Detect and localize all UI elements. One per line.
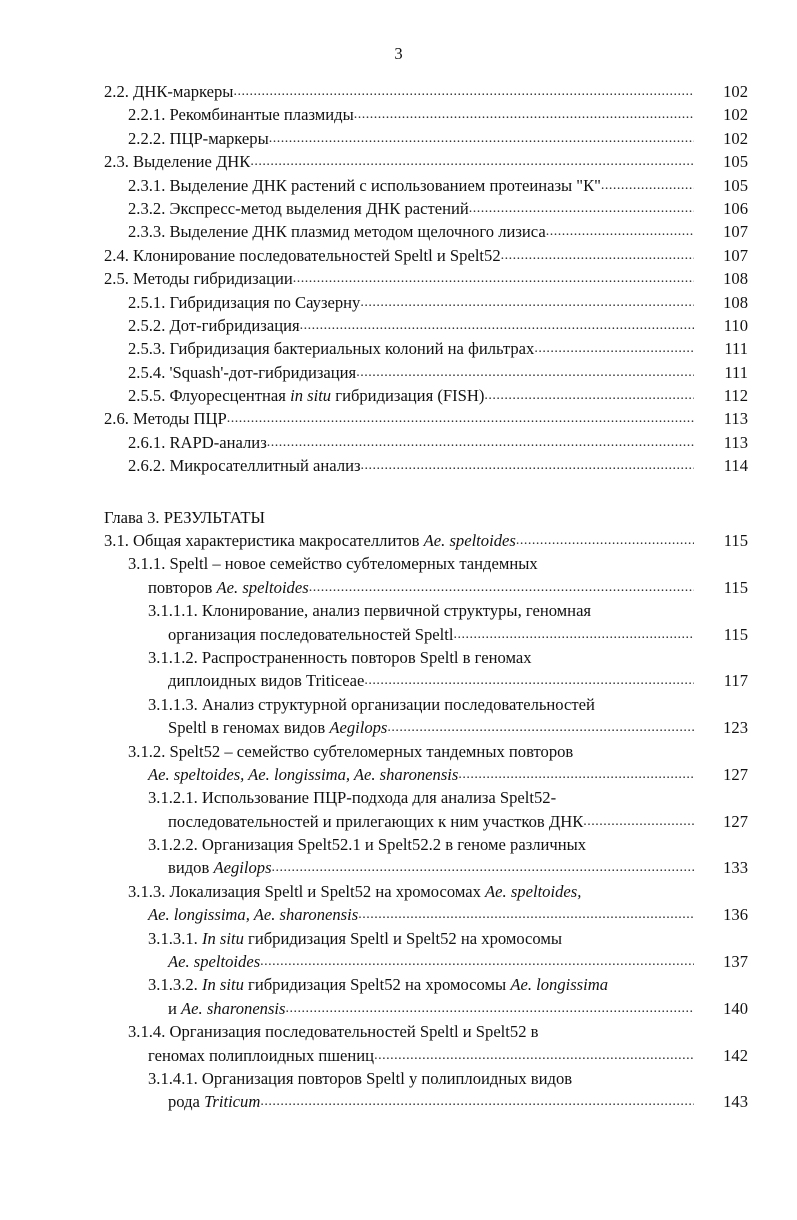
title-fragment: 3.1.4. Организация последовательностей Speltl и Spelt52 в	[128, 1022, 539, 1042]
toc-entry-title	[128, 740, 573, 763]
page-ref: 137	[723, 952, 748, 972]
toc-entry-title	[148, 646, 532, 669]
toc-entry	[104, 646, 748, 669]
dot-leader	[260, 1090, 694, 1113]
toc-entry-title	[148, 763, 458, 786]
toc-entry-title	[128, 431, 267, 454]
title-fragment: геномах полиплоидных пшениц	[148, 1045, 375, 1065]
title-fragment: In situ	[201, 975, 244, 995]
page-ref: 136	[723, 905, 748, 925]
toc-entry	[104, 693, 748, 716]
toc-entry-title	[128, 314, 300, 337]
toc-entry-title	[148, 927, 562, 950]
page-ref: 112	[723, 386, 748, 406]
dot-leader	[293, 267, 694, 290]
dot-leader	[360, 291, 694, 314]
toc-entry-title	[128, 291, 360, 314]
page-ref: 111	[724, 339, 748, 359]
toc-entry-title	[148, 599, 591, 622]
dot-leader	[453, 623, 694, 646]
title-fragment: Ae. speltoides, Ae. longissima, Ae. sharonensis	[148, 764, 459, 784]
toc-entry-title	[104, 267, 293, 290]
title-fragment: in situ	[290, 386, 332, 406]
toc-entry-title	[128, 337, 534, 360]
dot-leader	[354, 103, 694, 126]
toc-entry	[104, 1090, 748, 1113]
title-fragment: 3.1.1.2. Распространенность повторов Speltl в геномах	[148, 647, 532, 667]
page-ref: 102	[723, 128, 748, 148]
title-fragment: 2.6. Методы ПЦР	[104, 409, 227, 429]
dot-leader	[364, 669, 694, 692]
title-fragment: организация последовательностей Speltl	[168, 624, 454, 644]
toc-entry-title	[104, 529, 516, 552]
title-fragment: 2.6.2. Микросателлитный анализ	[128, 456, 361, 476]
toc-entry	[104, 267, 748, 290]
title-fragment: Ae. longissima, Ae. sharonensis	[148, 905, 359, 925]
page-ref: 111	[724, 362, 748, 382]
toc-entry	[104, 576, 748, 599]
toc-entry	[104, 1044, 748, 1067]
page-ref: 102	[723, 105, 748, 125]
title-fragment: 2.5.4. 'Squash'-дот-гибридизация	[128, 362, 357, 382]
toc-entry	[104, 407, 748, 430]
toc-entry	[104, 361, 748, 384]
toc-entry-title	[168, 623, 453, 646]
title-fragment: 2.5.2. Дот-гибридизация	[128, 315, 300, 335]
title-fragment: Ae. longissima	[510, 975, 609, 995]
toc-entry	[104, 786, 748, 809]
toc-entry	[104, 903, 748, 926]
title-fragment: 3.1.1.1. Клонирование, анализ первичной структуры, геномная	[148, 601, 592, 621]
title-fragment: In situ	[201, 928, 244, 948]
dot-leader	[469, 197, 694, 220]
toc-entry-title	[168, 1090, 260, 1113]
page-number: 3	[394, 44, 403, 63]
toc-entry-title	[148, 786, 556, 809]
table-of-contents	[104, 80, 748, 1114]
page-ref: 114	[723, 456, 748, 476]
toc-entry-title	[148, 903, 358, 926]
toc-entry	[104, 1020, 748, 1043]
page-ref: 133	[723, 858, 748, 878]
toc-entry-title	[128, 552, 538, 575]
toc-entry-title	[148, 693, 595, 716]
title-fragment: 3.1.4.1. Организация повторов Speltl у полиплоидных видов	[148, 1069, 573, 1088]
page-ref: 127	[723, 764, 748, 784]
title-fragment: видов	[168, 858, 214, 878]
toc-entry	[104, 599, 748, 622]
toc-entry	[104, 80, 748, 103]
toc-entry-title	[128, 127, 269, 150]
page-ref: 105	[723, 175, 748, 195]
dot-leader	[534, 337, 694, 360]
title-fragment: гибридизация (FISH)	[331, 386, 485, 406]
dot-leader	[286, 997, 694, 1020]
page-ref: 113	[723, 409, 748, 429]
dot-leader	[233, 80, 694, 103]
title-fragment: и	[168, 998, 182, 1018]
page-ref: 108	[723, 292, 748, 312]
title-fragment: 2.5. Методы гибридизации	[104, 269, 293, 289]
title-fragment: гибридизация Spelt52 на хромосомы	[243, 975, 511, 995]
toc-entry	[104, 997, 748, 1020]
toc-entry	[104, 337, 748, 360]
page-ref: 108	[723, 269, 748, 289]
toc-entry	[104, 927, 748, 950]
chapter-heading	[104, 506, 748, 529]
toc-entry-title	[148, 576, 309, 599]
toc-entry-title	[148, 973, 608, 996]
title-fragment: 3.1.1.3. Анализ структурной организации последовательностей	[148, 694, 595, 714]
title-fragment: Ae. speltoides,	[485, 881, 582, 901]
page-ref: 110	[723, 315, 748, 335]
page-ref: 123	[723, 718, 748, 738]
toc-entry	[104, 623, 748, 646]
title-fragment: Speltl в геномах видов	[168, 718, 330, 738]
page-ref: 115	[723, 577, 748, 597]
dot-leader	[269, 127, 694, 150]
toc-entry	[104, 174, 748, 197]
toc-entry	[104, 529, 748, 552]
toc-entry	[104, 150, 748, 173]
toc-entry	[104, 454, 748, 477]
dot-leader	[458, 763, 694, 786]
page-ref: 140	[723, 998, 748, 1018]
toc-entry-title	[104, 407, 227, 430]
title-fragment: 2.5.3. Гибридизация бактериальных колоний на фильтрах	[128, 339, 535, 359]
toc-entry	[104, 880, 748, 903]
title-fragment: 3.1. Общая характеристика макросателлитов	[104, 531, 424, 551]
toc-entry	[104, 552, 748, 575]
toc-entry	[104, 740, 748, 763]
toc-entry-title	[128, 1020, 539, 1043]
title-fragment: 3.1.2.2. Организация Spelt52.1 и Spelt52.2 в геноме различных	[148, 835, 587, 855]
toc-entry	[104, 314, 748, 337]
toc-entry-title	[168, 997, 286, 1020]
toc-entry	[104, 1067, 748, 1090]
title-fragment: 3.1.2. Spelt52 – семейство субтеломерных тандемных повторов	[128, 741, 574, 761]
toc-entry	[104, 197, 748, 220]
title-fragment: Глава 3. РЕЗУЛЬТАТЫ	[104, 507, 266, 527]
dot-leader	[267, 431, 694, 454]
dot-leader	[387, 716, 694, 739]
title-fragment: Aegilops	[329, 718, 388, 738]
toc-entry	[104, 973, 748, 996]
title-fragment: 2.4. Клонирование последовательностей Speltl и Spelt52	[104, 245, 501, 265]
toc-entry-title	[104, 506, 265, 529]
dot-leader	[250, 150, 694, 173]
title-fragment: 2.3.2. Экспресс-метод выделения ДНК растений	[128, 198, 469, 218]
page-ref: 115	[723, 624, 748, 644]
title-fragment: рода	[168, 1092, 205, 1112]
dot-leader	[309, 576, 694, 599]
title-fragment: последовательностей и прилегающих к ним участков ДНК	[168, 811, 584, 831]
toc-entry	[104, 716, 748, 739]
title-fragment: Triticum	[204, 1092, 261, 1112]
toc-entry	[104, 220, 748, 243]
title-fragment: 3.1.3. Локализация Speltl и Spelt52 на хромосомах	[128, 881, 486, 901]
title-fragment: 3.1.3.2.	[148, 975, 202, 995]
toc-entry-title	[168, 810, 583, 833]
title-fragment: повторов	[148, 577, 217, 597]
toc-entry	[104, 810, 748, 833]
toc-entry-title	[148, 833, 586, 856]
dot-leader	[583, 810, 694, 833]
toc-entry-title	[168, 716, 387, 739]
toc-entry-title	[128, 384, 484, 407]
toc-entry-title	[128, 880, 581, 903]
dot-leader	[501, 244, 694, 267]
toc-entry	[104, 669, 748, 692]
page-ref: 127	[723, 811, 748, 831]
title-fragment: 2.5.1. Гибридизация по Саузерну	[128, 292, 361, 312]
toc-entry-title	[128, 103, 354, 126]
title-fragment: 3.1.1. Speltl – новое семейство субтеломерных тандемных	[128, 554, 538, 574]
toc-entry-title	[168, 856, 272, 879]
title-fragment: 2.6.1. RAPD-анализ	[128, 432, 267, 452]
toc-entry-title	[128, 454, 361, 477]
page-ref: 143	[723, 1092, 748, 1112]
dot-leader	[260, 950, 694, 973]
toc-entry-title	[104, 244, 501, 267]
dot-leader	[546, 220, 694, 243]
dot-leader	[227, 407, 694, 430]
toc-entry	[104, 291, 748, 314]
page-ref: 117	[723, 671, 748, 691]
title-fragment: 2.3.1. Выделение ДНК растений с использованием протеиназы "К"	[128, 175, 601, 195]
toc-entry-title	[128, 361, 356, 384]
toc-entry-title	[104, 150, 250, 173]
title-fragment: Ae. sharonensis	[181, 998, 286, 1018]
page-ref: 107	[723, 222, 748, 242]
title-fragment: Ae. speltoides	[216, 577, 309, 597]
dot-leader	[516, 529, 694, 552]
toc-entry-title	[104, 80, 233, 103]
page-ref: 113	[723, 432, 748, 452]
title-fragment: Ae. speltoides	[423, 531, 516, 551]
toc-entry-title	[168, 950, 260, 973]
page-ref: 142	[723, 1045, 748, 1065]
dot-leader	[358, 903, 694, 926]
toc-entry-title	[128, 197, 469, 220]
toc-entry	[104, 763, 748, 786]
title-fragment: 2.2.2. ПЦР-маркеры	[128, 128, 269, 148]
title-fragment: 2.3. Выделение ДНК	[104, 152, 251, 172]
page-ref: 107	[723, 245, 748, 265]
page-ref: 105	[723, 152, 748, 172]
title-fragment: 3.1.3.1.	[148, 928, 202, 948]
dot-leader	[272, 856, 694, 879]
toc-entry	[104, 833, 748, 856]
dot-leader	[484, 384, 694, 407]
title-fragment: 2.2.1. Рекомбинантые плазмиды	[128, 105, 354, 125]
toc-entry	[104, 384, 748, 407]
title-fragment: 3.1.2.1. Использование ПЦР-подхода для анализа Spelt52-	[148, 788, 557, 808]
toc-entry	[104, 950, 748, 973]
dot-leader	[356, 361, 694, 384]
dot-leader	[300, 314, 694, 337]
dot-leader	[361, 454, 694, 477]
title-fragment: 2.2. ДНК-маркеры	[104, 81, 234, 101]
toc-entry	[104, 103, 748, 126]
toc-entry	[104, 127, 748, 150]
title-fragment: 2.3.3. Выделение ДНК плазмид методом щелочного лизиса	[128, 222, 546, 242]
toc-entry-title	[148, 1067, 572, 1090]
page-ref: 102	[723, 81, 748, 101]
toc-entry-title	[168, 669, 364, 692]
page-ref: 106	[723, 198, 748, 218]
toc-entry	[104, 244, 748, 267]
toc-entry	[104, 431, 748, 454]
toc-entry-title	[148, 1044, 374, 1067]
toc-entry-title	[128, 174, 601, 197]
page-ref: 115	[723, 531, 748, 551]
dot-leader	[601, 174, 694, 197]
title-fragment: диплоидных видов Triticeae	[168, 671, 365, 691]
title-fragment: гибридизация Speltl и Spelt52 на хромосомы	[243, 928, 563, 948]
dot-leader	[374, 1044, 694, 1067]
title-fragment: Aegilops	[213, 858, 272, 878]
toc-entry	[104, 857, 748, 880]
title-fragment: 2.5.5. Флуоресцентная	[128, 386, 291, 406]
toc-entry-title	[128, 220, 546, 243]
title-fragment: Ae. speltoides	[168, 952, 261, 972]
